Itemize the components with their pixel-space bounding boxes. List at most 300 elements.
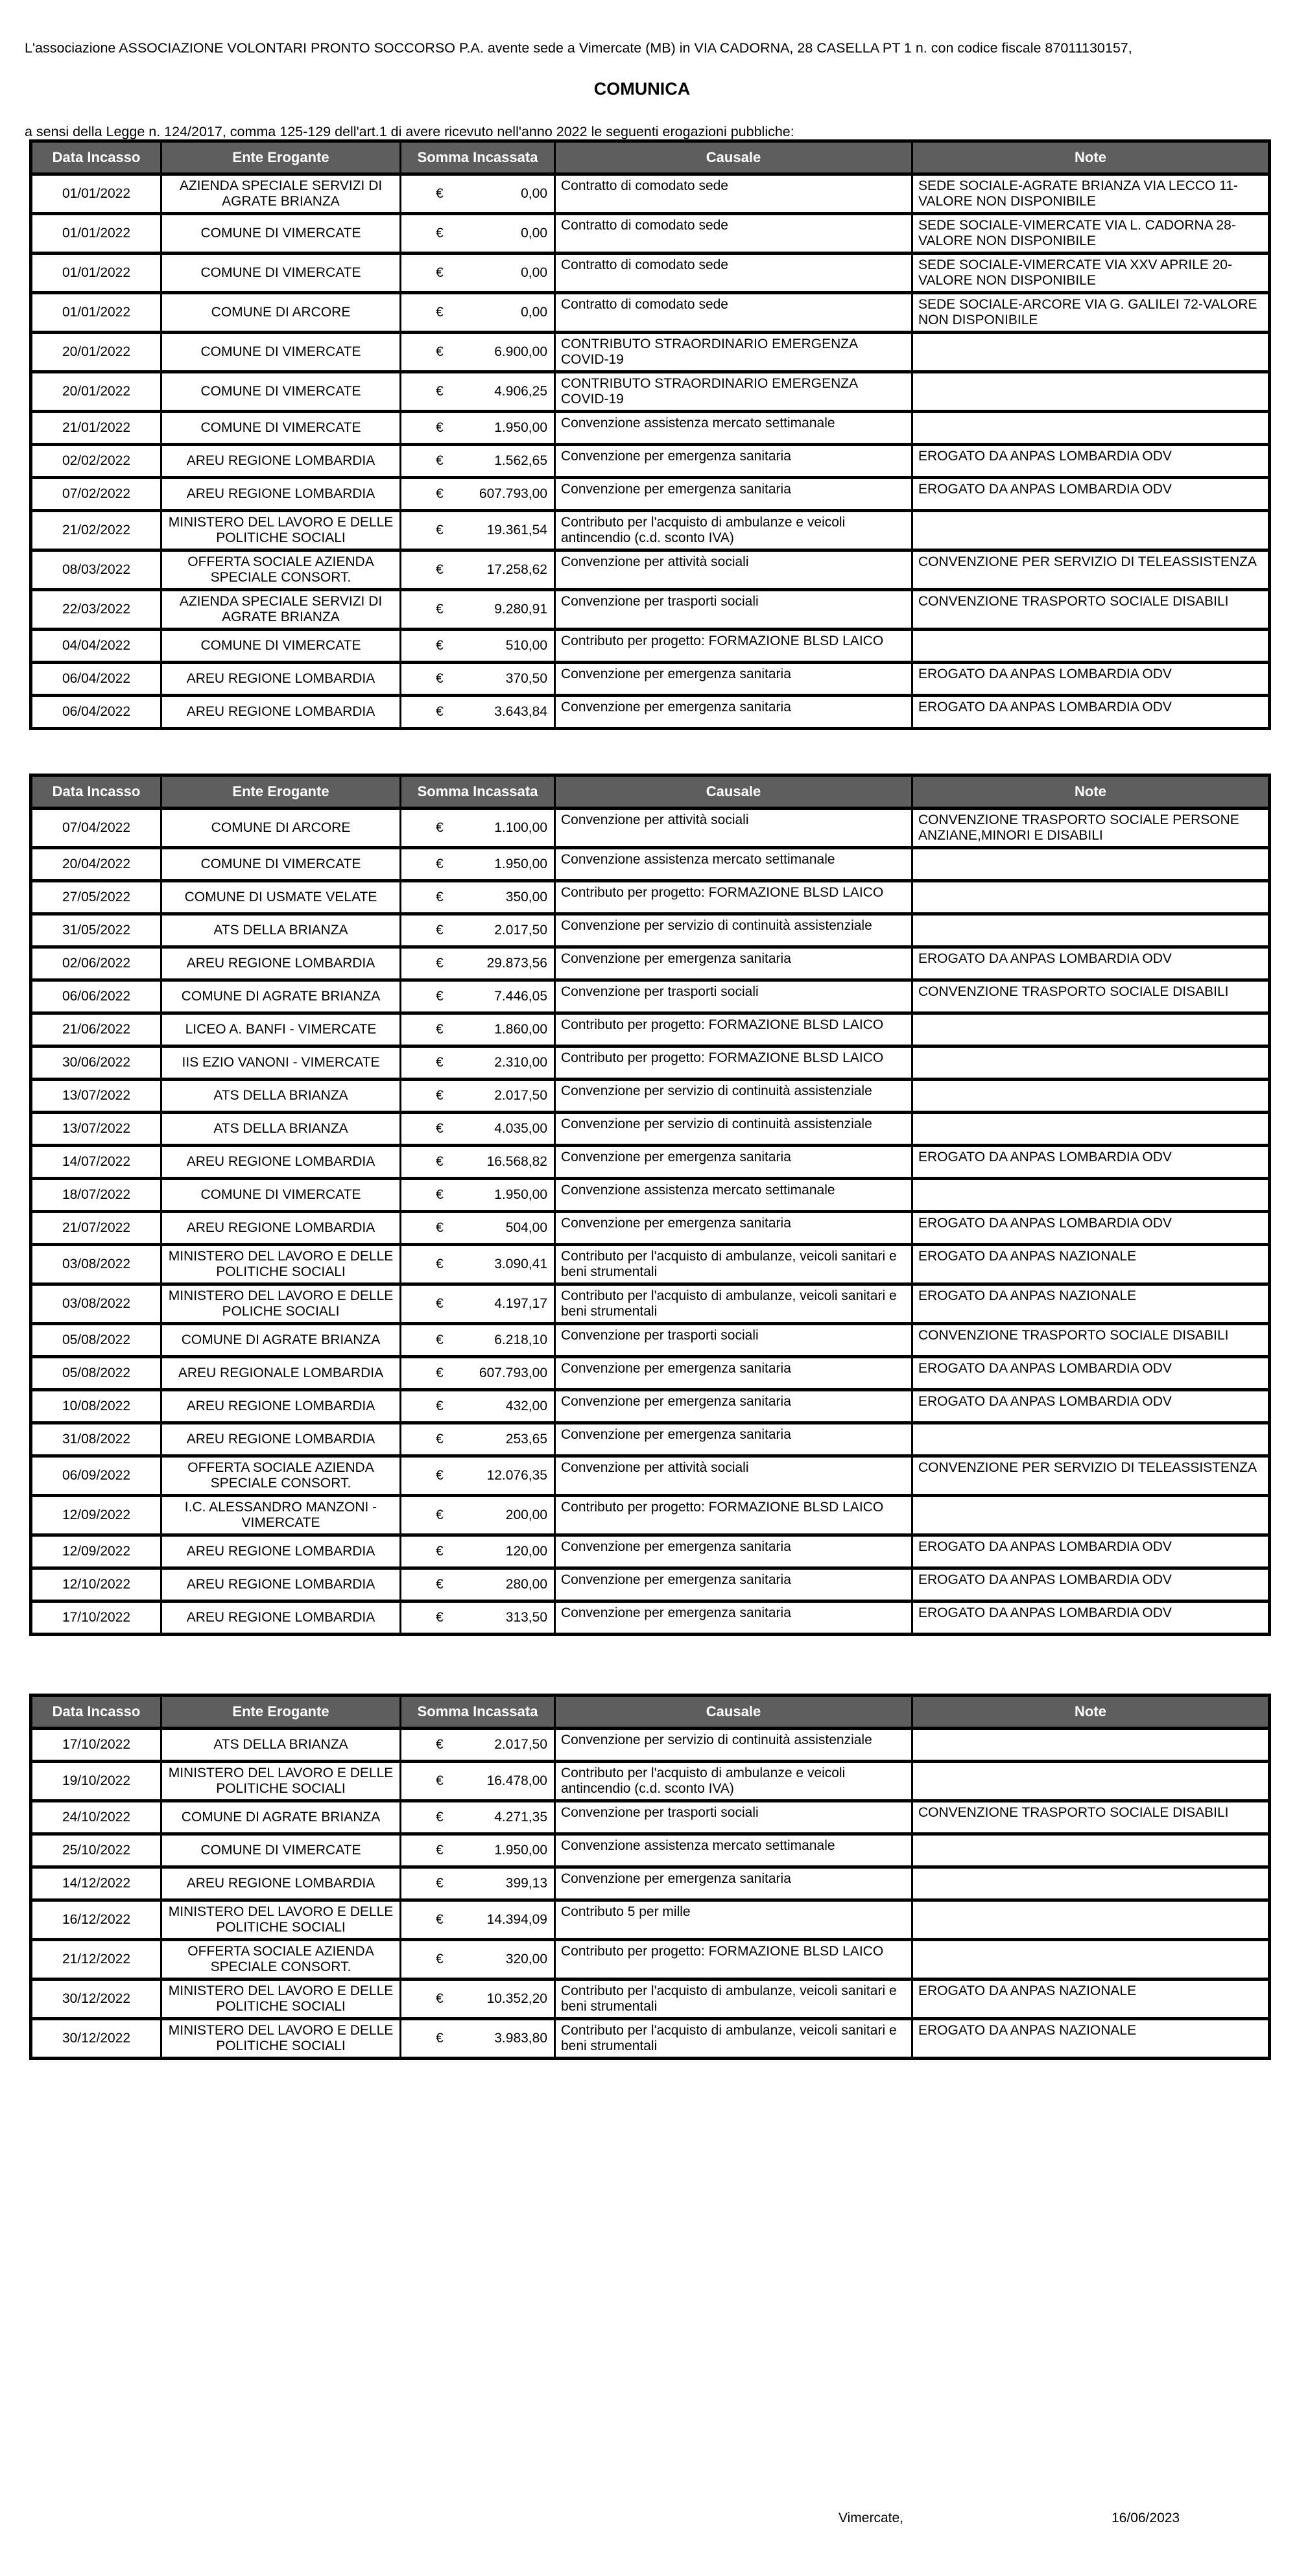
amount-value: 510,00 — [505, 638, 547, 653]
table-row — [31, 1013, 1270, 1046]
cell-note: CONVENZIONE TRASPORTO SOCIALE DISABILI — [912, 1324, 1270, 1357]
table-row — [31, 1456, 1270, 1496]
cell-causale: Contratto di comodato sede — [555, 254, 912, 293]
column-header: Note — [912, 141, 1270, 174]
amount-value: 2.017,50 — [494, 923, 547, 938]
cell-somma-incassata — [401, 1979, 555, 2019]
cell-note: EROGATO DA ANPAS LOMBARDIA ODV — [912, 478, 1270, 511]
cell-ente-erogante: COMUNE DI USMATE VELATE — [161, 881, 401, 914]
somma-wrap — [407, 226, 549, 241]
cell-data-incasso: 03/08/2022 — [31, 1284, 161, 1324]
euro-symbol: € — [436, 890, 444, 904]
cell-causale: Convenzione per emergenza sanitaria — [555, 1601, 912, 1635]
euro-symbol: € — [436, 1810, 444, 1825]
cell-data-incasso: 01/01/2022 — [31, 174, 161, 214]
euro-symbol: € — [436, 989, 444, 1004]
table-row — [31, 1729, 1270, 1762]
euro-symbol: € — [436, 1952, 444, 1967]
cell-somma-incassata — [401, 1245, 555, 1284]
column-header: Causale — [555, 1696, 912, 1729]
cell-causale: Convenzione assistenza mercato settimanale — [555, 1179, 912, 1212]
euro-symbol: € — [436, 1468, 444, 1483]
table-row — [31, 214, 1270, 254]
somma-wrap — [407, 1468, 549, 1483]
header-row — [31, 775, 1270, 809]
cell-ente-erogante: MINISTERO DEL LAVORO E DELLE POLITICHE SOCIALI — [161, 511, 401, 550]
cell-data-incasso: 20/01/2022 — [31, 333, 161, 372]
cell-note — [912, 1900, 1270, 1940]
column-header: Ente Erogante — [161, 1696, 401, 1729]
cell-ente-erogante: AREU REGIONE LOMBARDIA — [161, 1423, 401, 1456]
table-row — [31, 174, 1270, 214]
cell-data-incasso: 24/10/2022 — [31, 1801, 161, 1834]
cell-causale: Convenzione per emergenza sanitaria — [555, 947, 912, 980]
euro-symbol: € — [436, 1399, 444, 1413]
amount-value: 9.280,91 — [494, 602, 547, 617]
euro-symbol: € — [436, 1773, 444, 1788]
somma-wrap — [407, 1577, 549, 1592]
cell-ente-erogante: MINISTERO DEL LAVORO E DELLE POLITICHE SOCIALI — [161, 1979, 401, 2019]
cell-causale: Convenzione per emergenza sanitaria — [555, 1423, 912, 1456]
euro-symbol: € — [436, 1022, 444, 1037]
euro-symbol: € — [436, 1154, 444, 1169]
cell-data-incasso: 13/07/2022 — [31, 1113, 161, 1146]
cell-note: SEDE SOCIALE-ARCORE VIA G. GALILEI 72-VALORE NON DISPONIBILE — [912, 293, 1270, 333]
cell-somma-incassata — [401, 412, 555, 445]
euro-symbol: € — [436, 1257, 444, 1271]
euro-symbol: € — [436, 226, 444, 241]
cell-note: EROGATO DA ANPAS LOMBARDIA ODV — [912, 1357, 1270, 1390]
cell-causale: Convenzione assistenza mercato settimanale — [555, 1834, 912, 1867]
cell-somma-incassata — [401, 1496, 555, 1535]
cell-note — [912, 1113, 1270, 1146]
somma-wrap — [407, 265, 549, 281]
cell-causale: Contributo per progetto: FORMAZIONE BLSD LAICO — [555, 1046, 912, 1080]
cell-ente-erogante: ATS DELLA BRIANZA — [161, 1113, 401, 1146]
cell-somma-incassata — [401, 1146, 555, 1179]
cell-note: CONVENZIONE TRASPORTO SOCIALE PERSONE ANZIANE,MINORI E DISABILI — [912, 809, 1270, 848]
table-row — [31, 914, 1270, 947]
cell-somma-incassata — [401, 630, 555, 663]
cell-note: EROGATO DA ANPAS LOMBARDIA ODV — [912, 1568, 1270, 1601]
table-row — [31, 550, 1270, 590]
somma-wrap — [407, 890, 549, 905]
column-header: Somma Incassata — [401, 141, 555, 174]
somma-wrap — [407, 1610, 549, 1625]
cell-data-incasso: 03/08/2022 — [31, 1245, 161, 1284]
somma-wrap — [407, 1365, 549, 1381]
somma-wrap — [407, 1257, 549, 1272]
cell-data-incasso: 08/03/2022 — [31, 550, 161, 590]
somma-wrap — [407, 1432, 549, 1447]
cell-note — [912, 412, 1270, 445]
amount-value: 280,00 — [505, 1577, 547, 1592]
cell-ente-erogante: IIS EZIO VANONI - VIMERCATE — [161, 1046, 401, 1080]
euro-symbol: € — [436, 2031, 444, 2046]
amount-value: 4.197,17 — [494, 1296, 547, 1311]
euro-symbol: € — [436, 923, 444, 938]
cell-data-incasso: 16/12/2022 — [31, 1900, 161, 1940]
cell-note — [912, 1179, 1270, 1212]
cell-somma-incassata — [401, 1179, 555, 1212]
amount-value: 0,00 — [521, 226, 547, 241]
amount-value: 16.478,00 — [486, 1773, 547, 1788]
cell-data-incasso: 06/04/2022 — [31, 696, 161, 729]
column-header: Ente Erogante — [161, 141, 401, 174]
cell-ente-erogante: MINISTERO DEL LAVORO E DELLE POLITICHE SOCIALI — [161, 2019, 401, 2059]
cell-somma-incassata — [401, 1212, 555, 1245]
cell-data-incasso: 12/10/2022 — [31, 1568, 161, 1601]
cell-causale: Contributo per progetto: FORMAZIONE BLSD LAICO — [555, 1940, 912, 1979]
column-header: Somma Incassata — [401, 775, 555, 809]
cell-somma-incassata — [401, 1456, 555, 1496]
cell-causale: Contributo per l'acquisto di ambulanze, veicoli sanitari e beni strumentali — [555, 1284, 912, 1324]
cell-data-incasso: 30/12/2022 — [31, 1979, 161, 2019]
cell-causale: Convenzione per attività sociali — [555, 1456, 912, 1496]
amount-value: 2.310,00 — [494, 1055, 547, 1070]
cell-note: EROGATO DA ANPAS LOMBARDIA ODV — [912, 445, 1270, 478]
cell-causale: Convenzione per attività sociali — [555, 809, 912, 848]
cell-causale: Convenzione per servizio di continuità assistenziale — [555, 1080, 912, 1113]
amount-value: 350,00 — [505, 890, 547, 904]
cell-note — [912, 333, 1270, 372]
cell-ente-erogante: AREU REGIONE LOMBARDIA — [161, 478, 401, 511]
cell-note — [912, 372, 1270, 412]
amount-value: 2.017,50 — [494, 1088, 547, 1103]
cell-note: SEDE SOCIALE-AGRATE BRIANZA VIA LECCO 11-VALORE NON DISPONIBILE — [912, 174, 1270, 214]
cell-data-incasso: 17/10/2022 — [31, 1729, 161, 1762]
cell-ente-erogante: COMUNE DI AGRATE BRIANZA — [161, 980, 401, 1013]
column-header: Data Incasso — [31, 141, 161, 174]
cell-ente-erogante: AREU REGIONE LOMBARDIA — [161, 1867, 401, 1900]
somma-wrap — [407, 704, 549, 720]
somma-wrap — [407, 923, 549, 938]
cell-note: EROGATO DA ANPAS NAZIONALE — [912, 1245, 1270, 1284]
cell-data-incasso: 17/10/2022 — [31, 1601, 161, 1635]
somma-wrap — [407, 1399, 549, 1414]
euro-symbol: € — [436, 1737, 444, 1752]
table-row — [31, 590, 1270, 630]
cell-somma-incassata — [401, 914, 555, 947]
table-row — [31, 1080, 1270, 1113]
somma-wrap — [407, 523, 549, 538]
cell-ente-erogante: AREU REGIONE LOMBARDIA — [161, 1601, 401, 1635]
cell-data-incasso: 06/09/2022 — [31, 1456, 161, 1496]
cell-data-incasso: 01/01/2022 — [31, 254, 161, 293]
cell-causale: Convenzione assistenza mercato settimanale — [555, 848, 912, 881]
table-row — [31, 1245, 1270, 1284]
cell-ente-erogante: LICEO A. BANFI - VIMERCATE — [161, 1013, 401, 1046]
cell-causale: Convenzione per emergenza sanitaria — [555, 663, 912, 696]
cell-ente-erogante: ATS DELLA BRIANZA — [161, 914, 401, 947]
euro-symbol: € — [436, 384, 444, 399]
euro-symbol: € — [436, 1220, 444, 1235]
cell-somma-incassata — [401, 293, 555, 333]
cell-somma-incassata — [401, 1357, 555, 1390]
somma-wrap — [407, 602, 549, 617]
cell-ente-erogante: AREU REGIONE LOMBARDIA — [161, 445, 401, 478]
cell-somma-incassata — [401, 1729, 555, 1762]
euro-symbol: € — [436, 1544, 444, 1559]
somma-wrap — [407, 384, 549, 399]
somma-wrap — [407, 1544, 549, 1559]
amount-value: 10.352,20 — [486, 1991, 547, 2006]
cell-ente-erogante: OFFERTA SOCIALE AZIENDA SPECIALE CONSORT. — [161, 1456, 401, 1496]
cell-causale: Convenzione assistenza mercato settimanale — [555, 412, 912, 445]
erogazioni-table-2 — [29, 774, 1271, 1636]
cell-data-incasso: 14/07/2022 — [31, 1146, 161, 1179]
cell-somma-incassata — [401, 1601, 555, 1635]
somma-wrap — [407, 1507, 549, 1523]
footer-date: 16/06/2023 — [1112, 2511, 1180, 2525]
table-row — [31, 1390, 1270, 1423]
cell-ente-erogante: AREU REGIONE LOMBARDIA — [161, 947, 401, 980]
table-row — [31, 445, 1270, 478]
cell-data-incasso: 02/02/2022 — [31, 445, 161, 478]
cell-note: EROGATO DA ANPAS LOMBARDIA ODV — [912, 1212, 1270, 1245]
amount-value: 12.076,35 — [486, 1468, 547, 1483]
cell-ente-erogante: COMUNE DI VIMERCATE — [161, 333, 401, 372]
cell-somma-incassata — [401, 1900, 555, 1940]
amount-value: 19.361,54 — [486, 523, 547, 538]
cell-somma-incassata — [401, 848, 555, 881]
cell-somma-incassata — [401, 174, 555, 214]
cell-ente-erogante: OFFERTA SOCIALE AZIENDA SPECIALE CONSORT. — [161, 550, 401, 590]
amount-value: 0,00 — [521, 305, 547, 320]
somma-wrap — [407, 1187, 549, 1203]
euro-symbol: € — [436, 344, 444, 359]
cell-somma-incassata — [401, 947, 555, 980]
amount-value: 120,00 — [505, 1544, 547, 1559]
cell-causale: Contratto di comodato sede — [555, 293, 912, 333]
cell-causale: Contributo per l'acquisto di ambulanze, veicoli sanitari e beni strumentali — [555, 1979, 912, 2019]
somma-wrap — [407, 1773, 549, 1789]
cell-note: EROGATO DA ANPAS LOMBARDIA ODV — [912, 1146, 1270, 1179]
cell-data-incasso: 22/03/2022 — [31, 590, 161, 630]
cell-somma-incassata — [401, 881, 555, 914]
cell-causale: Contributo per l'acquisto di ambulanze, veicoli sanitari e beni strumentali — [555, 1245, 912, 1284]
cell-data-incasso: 06/04/2022 — [31, 663, 161, 696]
somma-wrap — [407, 186, 549, 202]
cell-somma-incassata — [401, 980, 555, 1013]
cell-somma-incassata — [401, 511, 555, 550]
table-row — [31, 1601, 1270, 1635]
cell-data-incasso: 02/06/2022 — [31, 947, 161, 980]
cell-ente-erogante: COMUNE DI VIMERCATE — [161, 1179, 401, 1212]
cell-causale: Convenzione per servizio di continuità assistenziale — [555, 914, 912, 947]
euro-symbol: € — [436, 486, 444, 501]
amount-value: 17.258,62 — [486, 562, 547, 577]
cell-data-incasso: 05/08/2022 — [31, 1324, 161, 1357]
euro-symbol: € — [436, 1332, 444, 1347]
cell-note: CONVENZIONE PER SERVIZIO DI TELEASSISTENZA — [912, 550, 1270, 590]
table-row — [31, 1179, 1270, 1212]
amount-value: 1.950,00 — [494, 1187, 547, 1202]
cell-ente-erogante: AREU REGIONE LOMBARDIA — [161, 1212, 401, 1245]
amount-value: 320,00 — [505, 1952, 547, 1967]
euro-symbol: € — [436, 1610, 444, 1625]
cell-somma-incassata — [401, 1535, 555, 1568]
cell-note — [912, 1013, 1270, 1046]
somma-wrap — [407, 1912, 549, 1928]
amount-value: 1.950,00 — [494, 420, 547, 435]
table-row — [31, 333, 1270, 372]
somma-wrap — [407, 1876, 549, 1891]
table-row — [31, 293, 1270, 333]
cell-causale: Convenzione per emergenza sanitaria — [555, 445, 912, 478]
document-title: COMUNICA — [593, 79, 691, 99]
euro-symbol: € — [436, 1991, 444, 2006]
amount-value: 16.568,82 — [486, 1154, 547, 1169]
table-row — [31, 2019, 1270, 2059]
cell-somma-incassata — [401, 1867, 555, 1900]
table-row — [31, 511, 1270, 550]
cell-data-incasso: 07/04/2022 — [31, 809, 161, 848]
somma-wrap — [407, 453, 549, 469]
cell-data-incasso: 30/12/2022 — [31, 2019, 161, 2059]
header-row — [31, 141, 1270, 174]
cell-somma-incassata — [401, 1324, 555, 1357]
cell-ente-erogante: AZIENDA SPECIALE SERVIZI DI AGRATE BRIANZA — [161, 174, 401, 214]
intro-paragraph: L'associazione ASSOCIAZIONE VOLONTARI PRONTO SOCCORSO P.A. avente sede a Vimercate (MB) in VIA CADORNA, 28 CASELLA PT 1 n. con codice fiscale 87011130157, — [25, 40, 1132, 56]
cell-causale: Convenzione per trasporti sociali — [555, 1324, 912, 1357]
table-row — [31, 372, 1270, 412]
cell-ente-erogante: COMUNE DI VIMERCATE — [161, 1834, 401, 1867]
cell-causale: Convenzione per emergenza sanitaria — [555, 696, 912, 729]
cell-ente-erogante: AREU REGIONE LOMBARDIA — [161, 1146, 401, 1179]
amount-value: 504,00 — [505, 1220, 547, 1235]
column-header: Causale — [555, 141, 912, 174]
table-row — [31, 1284, 1270, 1324]
cell-note: EROGATO DA ANPAS LOMBARDIA ODV — [912, 696, 1270, 729]
amount-value: 313,50 — [505, 1610, 547, 1625]
cell-data-incasso: 18/07/2022 — [31, 1179, 161, 1212]
somma-wrap — [407, 420, 549, 436]
table-row — [31, 630, 1270, 663]
cell-note: SEDE SOCIALE-VIMERCATE VIA XXV APRILE 20-VALORE NON DISPONIBILE — [912, 254, 1270, 293]
table-row — [31, 1940, 1270, 1979]
table-row — [31, 254, 1270, 293]
cell-data-incasso: 21/01/2022 — [31, 412, 161, 445]
table-row — [31, 1979, 1270, 2019]
table-row — [31, 1867, 1270, 1900]
cell-ente-erogante: COMUNE DI AGRATE BRIANZA — [161, 1801, 401, 1834]
footer-place: Vimercate, — [839, 2511, 903, 2525]
cell-somma-incassata — [401, 333, 555, 372]
cell-note: EROGATO DA ANPAS LOMBARDIA ODV — [912, 1601, 1270, 1635]
cell-causale: Convenzione per emergenza sanitaria — [555, 1867, 912, 1900]
euro-symbol: € — [436, 562, 444, 577]
amount-value: 432,00 — [505, 1399, 547, 1413]
amount-value: 7.446,05 — [494, 989, 547, 1004]
cell-ente-erogante: COMUNE DI AGRATE BRIANZA — [161, 1324, 401, 1357]
cell-data-incasso: 20/04/2022 — [31, 848, 161, 881]
euro-symbol: € — [436, 1365, 444, 1380]
somma-wrap — [407, 1737, 549, 1753]
cell-causale: Contributo per progetto: FORMAZIONE BLSD LAICO — [555, 630, 912, 663]
amount-value: 1.100,00 — [494, 820, 547, 835]
cell-data-incasso: 12/09/2022 — [31, 1496, 161, 1535]
cell-somma-incassata — [401, 254, 555, 293]
erogazioni-table-3 — [29, 1694, 1271, 2060]
euro-symbol: € — [436, 453, 444, 468]
cell-ente-erogante: AREU REGIONE LOMBARDIA — [161, 1568, 401, 1601]
euro-symbol: € — [436, 420, 444, 435]
amount-value: 3.090,41 — [494, 1257, 547, 1271]
cell-note — [912, 1423, 1270, 1456]
cell-note: SEDE SOCIALE-VIMERCATE VIA L. CADORNA 28-VALORE NON DISPONIBILE — [912, 214, 1270, 254]
table-row — [31, 1762, 1270, 1801]
cell-somma-incassata — [401, 2019, 555, 2059]
cell-note — [912, 1762, 1270, 1801]
somma-wrap — [407, 989, 549, 1004]
amount-value: 253,65 — [505, 1432, 547, 1447]
cell-ente-erogante: MINISTERO DEL LAVORO E DELLE POLITICHE SOCIALI — [161, 1245, 401, 1284]
cell-data-incasso: 05/08/2022 — [31, 1357, 161, 1390]
cell-data-incasso: 25/10/2022 — [31, 1834, 161, 1867]
amount-value: 0,00 — [521, 265, 547, 280]
euro-symbol: € — [436, 704, 444, 719]
cell-data-incasso: 21/02/2022 — [31, 511, 161, 550]
euro-symbol: € — [436, 1121, 444, 1136]
somma-wrap — [407, 1154, 549, 1170]
table-row — [31, 848, 1270, 881]
cell-note — [912, 630, 1270, 663]
somma-wrap — [407, 1121, 549, 1137]
subtitle-paragraph: a sensi della Legge n. 124/2017, comma 125-129 dell'art.1 di avere ricevuto nell'anno 2022 le seguenti erogazioni pubbliche: — [25, 123, 794, 139]
euro-symbol: € — [436, 1507, 444, 1522]
table-row — [31, 947, 1270, 980]
amount-value: 3.643,84 — [494, 704, 547, 719]
cell-note: CONVENZIONE TRASPORTO SOCIALE DISABILI — [912, 980, 1270, 1013]
cell-causale: Convenzione per trasporti sociali — [555, 590, 912, 630]
cell-note: CONVENZIONE PER SERVIZIO DI TELEASSISTENZA — [912, 1456, 1270, 1496]
table-row — [31, 1046, 1270, 1080]
cell-note — [912, 848, 1270, 881]
table-row — [31, 1568, 1270, 1601]
cell-causale: Convenzione per trasporti sociali — [555, 1801, 912, 1834]
cell-somma-incassata — [401, 478, 555, 511]
cell-note — [912, 881, 1270, 914]
table-row — [31, 980, 1270, 1013]
column-header: Data Incasso — [31, 1696, 161, 1729]
somma-wrap — [407, 1332, 549, 1348]
somma-wrap — [407, 1952, 549, 1967]
cell-somma-incassata — [401, 1080, 555, 1113]
cell-somma-incassata — [401, 663, 555, 696]
cell-causale: Contributo per l'acquisto di ambulanze, veicoli sanitari e beni strumentali — [555, 2019, 912, 2059]
cell-data-incasso: 21/12/2022 — [31, 1940, 161, 1979]
amount-value: 4.035,00 — [494, 1121, 547, 1136]
cell-somma-incassata — [401, 1801, 555, 1834]
somma-wrap — [407, 305, 549, 320]
cell-causale: Convenzione per emergenza sanitaria — [555, 1212, 912, 1245]
euro-symbol: € — [436, 602, 444, 617]
somma-wrap — [407, 671, 549, 687]
cell-note — [912, 1834, 1270, 1867]
euro-symbol: € — [436, 186, 444, 201]
cell-somma-incassata — [401, 214, 555, 254]
cell-data-incasso: 21/07/2022 — [31, 1212, 161, 1245]
cell-causale: Convenzione per emergenza sanitaria — [555, 1535, 912, 1568]
euro-symbol: € — [436, 1055, 444, 1070]
cell-causale: CONTRIBUTO STRAORDINARIO EMERGENZA COVID-19 — [555, 333, 912, 372]
cell-note: CONVENZIONE TRASPORTO SOCIALE DISABILI — [912, 590, 1270, 630]
somma-wrap — [407, 1296, 549, 1312]
amount-value: 0,00 — [521, 186, 547, 201]
cell-ente-erogante: AREU REGIONE LOMBARDIA — [161, 663, 401, 696]
table-row — [31, 1113, 1270, 1146]
